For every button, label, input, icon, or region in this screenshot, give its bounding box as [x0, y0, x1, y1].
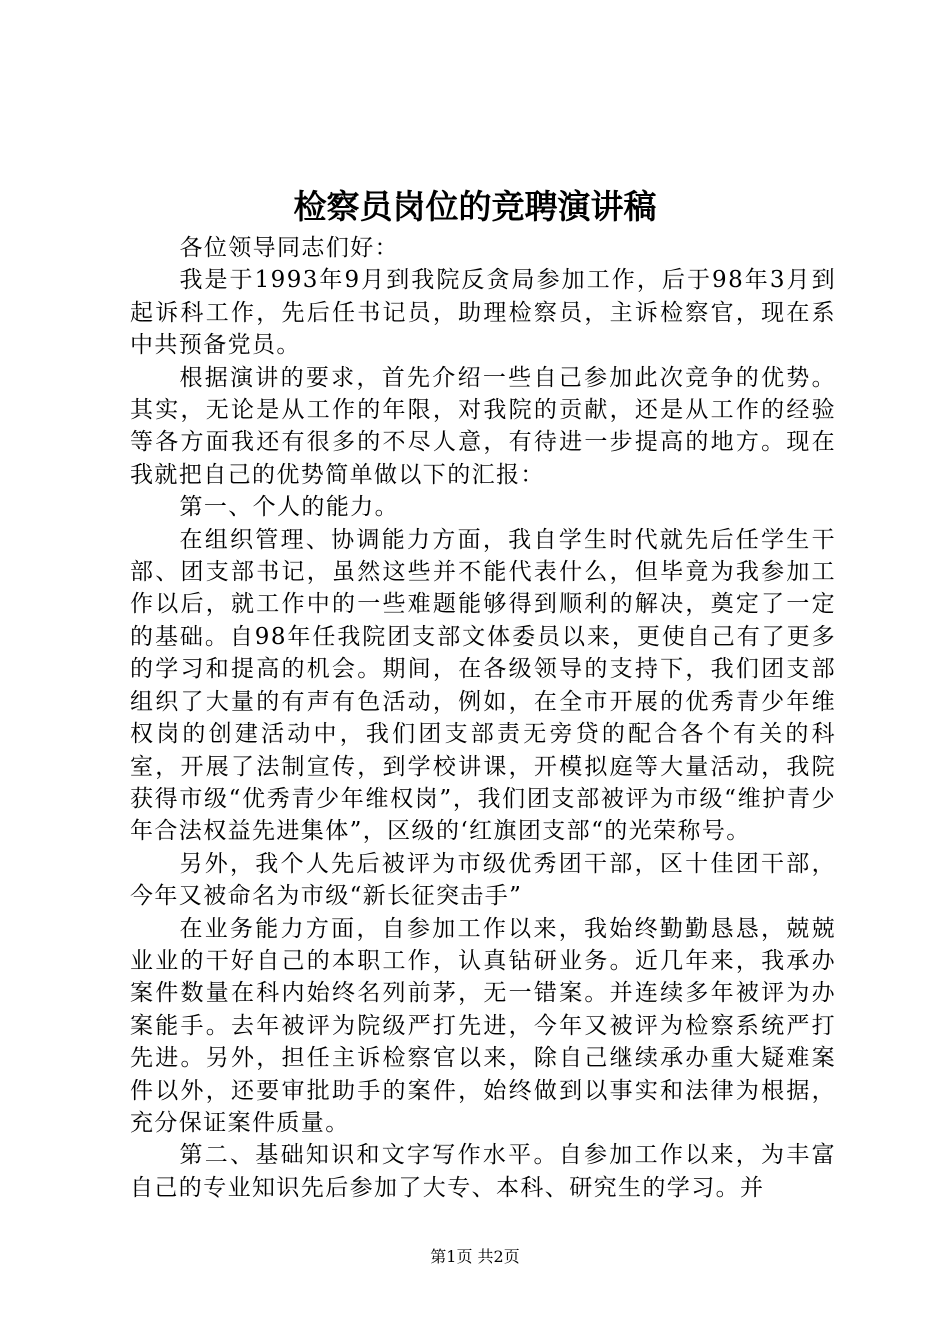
paragraph-greeting: 各位领导同志们好：: [179, 235, 400, 261]
paragraph-honors: 另外，我个人先后被评为市级优秀团干部，区十佳团干部，今年又被命名为市级“新长征突击手”: [130, 850, 836, 910]
paragraph-management-ability: 在组织管理、协调能力方面，我自学生时代就先后任学生干部、团支部书记，虽然这些并不能代表什么，但毕竟为我参加工作以后，就工作中的一些难题能够得到顺利的解决，奠定了一定的基础。自98年任我院团支部文体委员以来，更使自己有了更多的学习和提高的机会。期间，在各级领导的支持下，我们团支部组织了大量的有声有色活动，例如，在全市开展的优秀青少年维权岗的创建活动中，我们团支部责无旁贷的配合各个有关的科室，开展了法制宣传，到学校讲课，开模拟庭等大量活动，我院获得市级“优秀青少年维权岗”，我们团支部被评为市级“维护青少年合法权益先进集体”，区级的‘红旗团支部“的光荣称号。: [130, 526, 836, 845]
paragraph-knowledge-writing: 第二、基础知识和文字写作水平。自参加工作以来，为丰富自己的专业知识先后参加了大专、本科、研究生的学习。并: [130, 1142, 836, 1201]
paragraph-advantages: 根据演讲的要求，首先介绍一些自己参加此次竞争的优势。其实，无论是从工作的年限，对我院的贡献，还是从工作的经验等各方面我还有很多的不尽人意，有待进一步提高的地方。现在我就把自己的优势简单做以下的汇报：: [130, 364, 836, 488]
paragraph-heading-ability: 第一、个人的能力。: [179, 494, 400, 521]
paragraph-professional-ability: 在业务能力方面，自参加工作以来，我始终勤勤恳恳，兢兢业业的干好自己的本职工作，认真钻研业务。近几年来，我承办案件数量在科内始终名列前茅，无一错案。并连续多年被评为办案能手。去年被评为院级严打先进，今年又被评为检察系统严打先进。另外，担任主诉检察官以来，除自己继续承办重大疑难案件以外，还要审批助手的案件，始终做到以事实和法律为根据，充分保证案件质量。: [130, 915, 836, 1136]
document-body: [130, 232, 836, 1204]
paragraph-introduction: 我是于1993年9月到我院反贪局参加工作，后于98年3月到起诉科工作，先后任书记员，助理检察员，主诉检察官，现在系中共预备党员。: [130, 267, 836, 359]
document-title: 检察员岗位的竞聘演讲稿: [293, 187, 657, 226]
page-number-footer: 第1页 共2页: [430, 1247, 520, 1266]
